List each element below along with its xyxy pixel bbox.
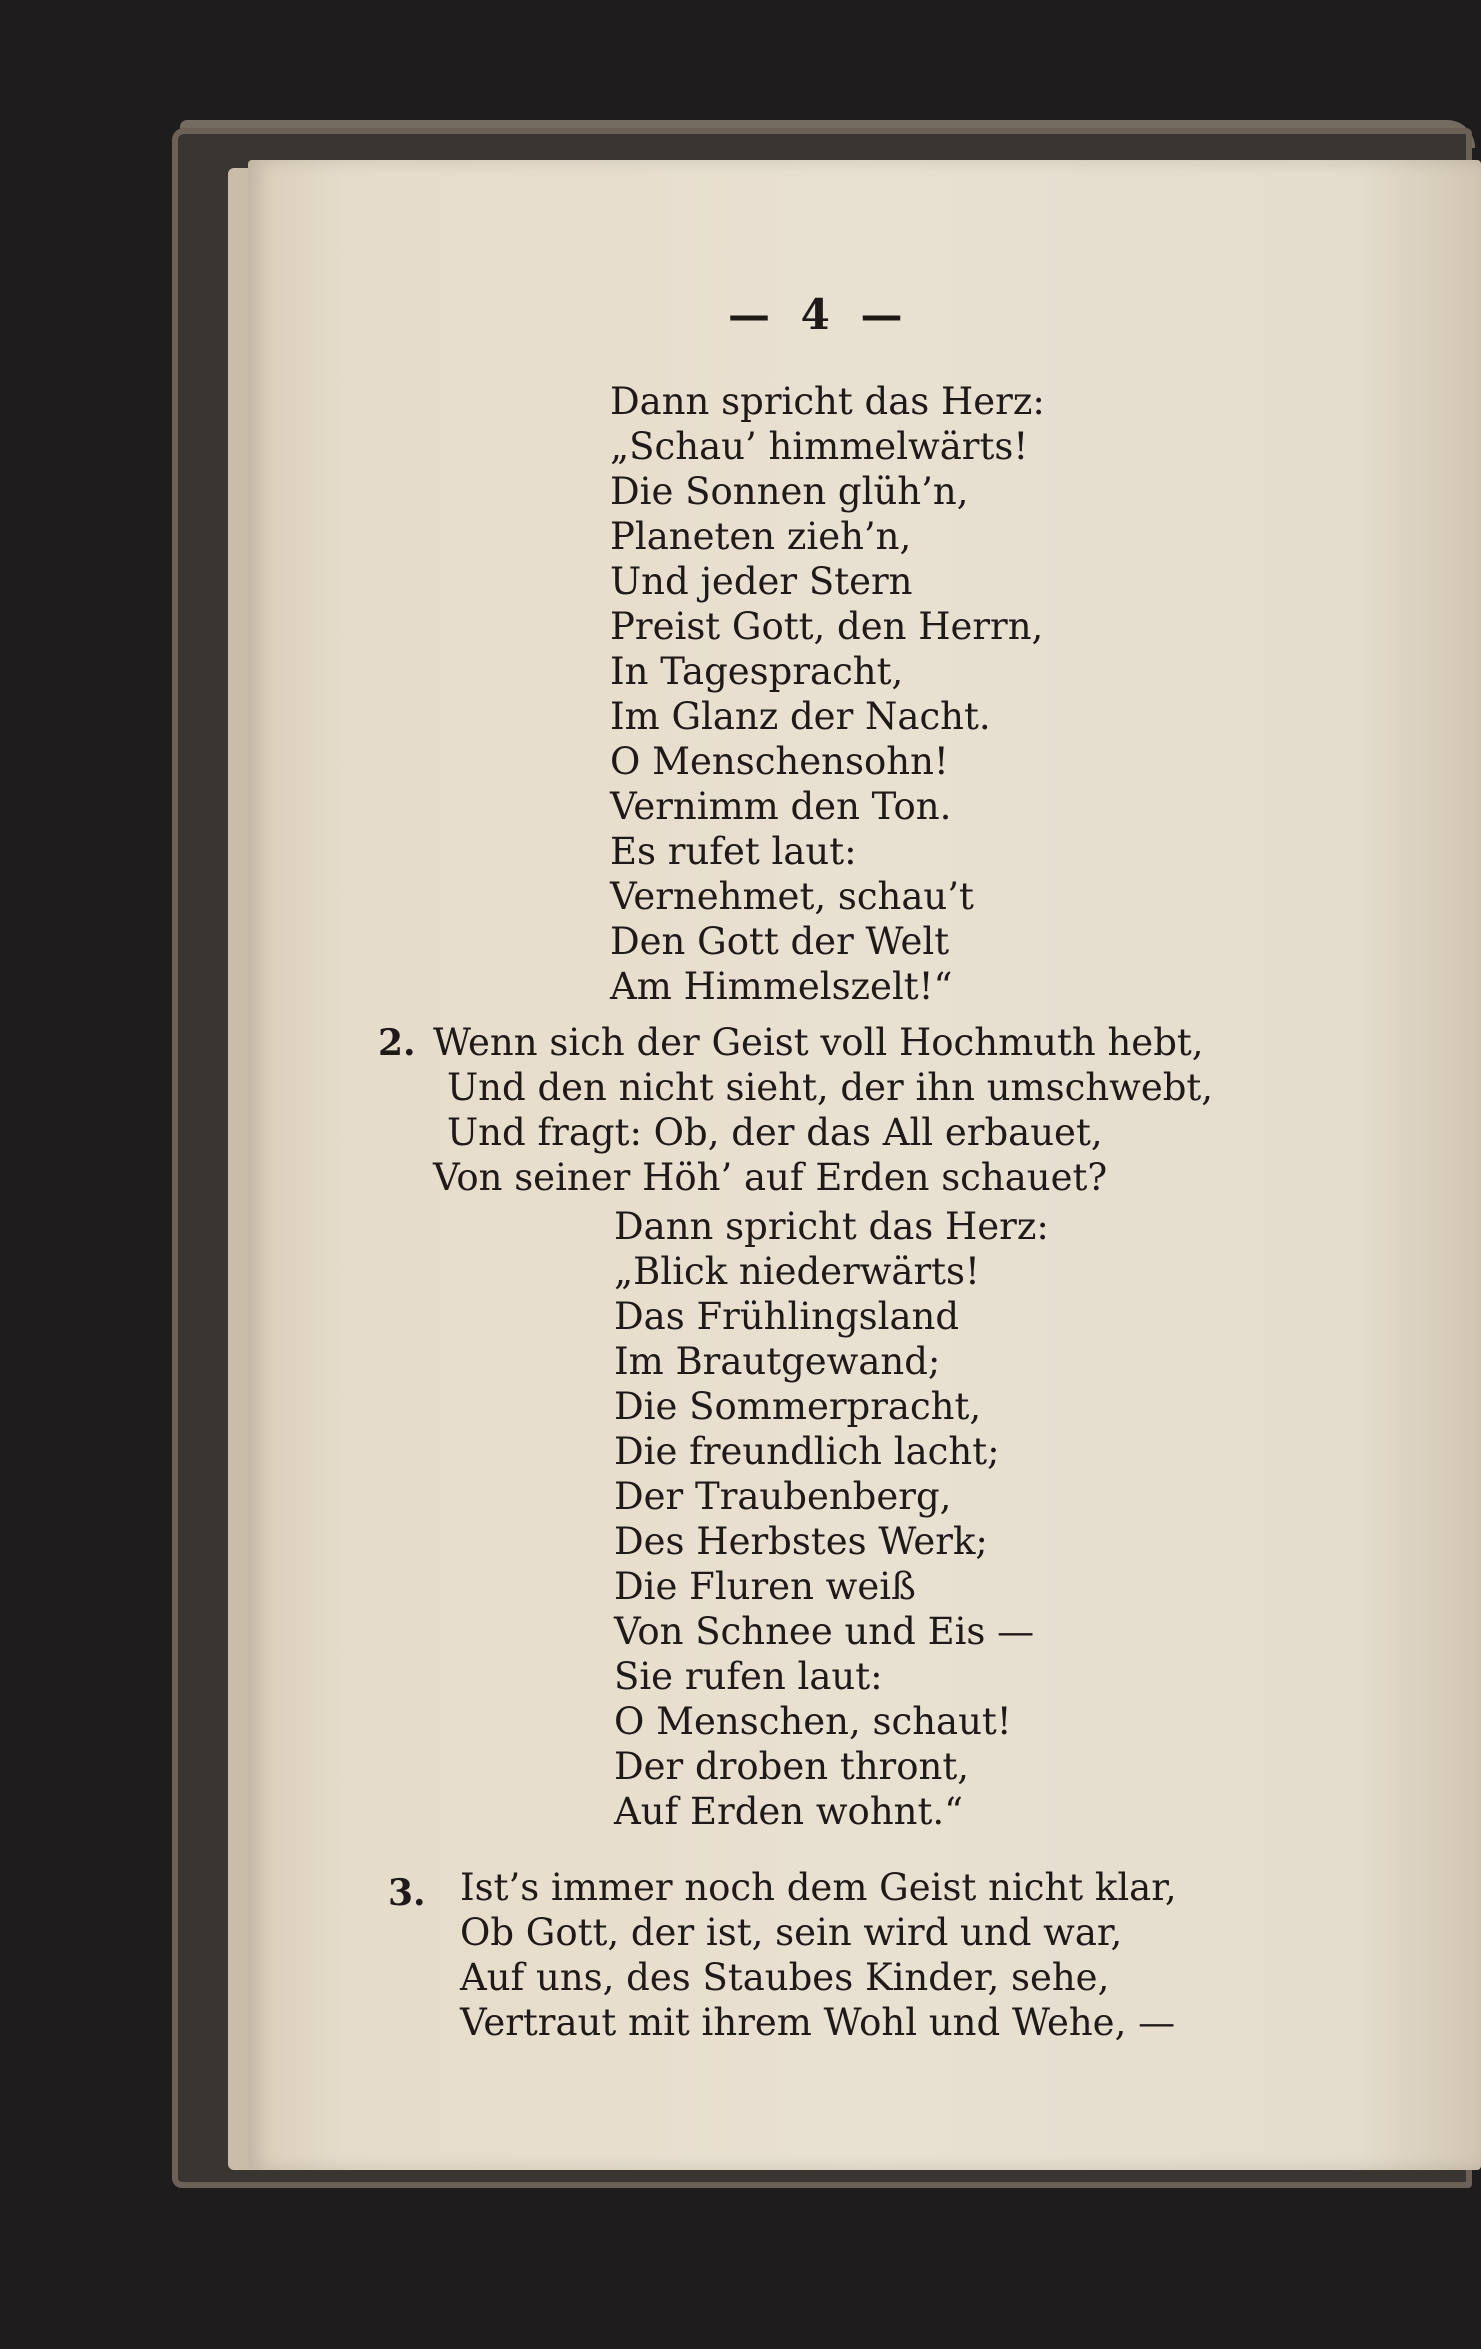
verse-line: Und fragt: Ob, der das All erbauet, (447, 1111, 1103, 1154)
verse-line: Von Schnee und Eis — (614, 1610, 1035, 1653)
verse-line: Die Sonnen glüh’n, (610, 470, 969, 513)
verse-line: Die Fluren weiß (614, 1565, 916, 1608)
verse-line: „Blick niederwärts! (614, 1250, 980, 1293)
verse-line: Am Himmelszelt!“ (610, 965, 953, 1008)
verse-line: O Menschensohn! (610, 740, 949, 783)
refrain-1 (610, 380, 1045, 1010)
stanza-2 (433, 1020, 1213, 1200)
verse-line: Auf Erden wohnt.“ (614, 1790, 964, 1833)
refrain-2 (614, 1205, 1049, 1835)
verse-line: Planeten zieh’n, (610, 515, 912, 558)
verse-line: Vertraut mit ihrem Wohl und Wehe, — (460, 2001, 1176, 2044)
verse-line: Vernimm den Ton. (610, 785, 952, 828)
page-number: — 4 — (728, 290, 911, 339)
verse-line: O Menschen, schaut! (614, 1700, 1012, 1743)
verse-line: Das Frühlingsland (614, 1295, 960, 1338)
verse-line: Im Glanz der Nacht. (610, 695, 991, 738)
verse-line: Es rufet laut: (610, 830, 857, 873)
verse-line: „Schau’ himmelwärts! (610, 425, 1029, 468)
verse-line: Von seiner Höh’ auf Erden schauet? (433, 1156, 1108, 1199)
verse-line: Preist Gott, den Herrn, (610, 605, 1044, 648)
verse-line: Auf uns, des Staubes Kinder, sehe, (460, 1956, 1110, 1999)
stanza-number: 3. (388, 1872, 426, 1914)
verse-line: Ob Gott, der ist, sein wird und war, (460, 1911, 1123, 1954)
verse-line: Den Gott der Welt (610, 920, 950, 963)
verse-line: Und den nicht sieht, der ihn umschwebt, (447, 1066, 1214, 1109)
verse-line: Im Brautgewand; (614, 1340, 941, 1383)
verse-line: Die freundlich lacht; (614, 1430, 1000, 1473)
verse-line: Der Traubenberg, (614, 1475, 952, 1518)
stanza-number: 2. (378, 1022, 416, 1064)
verse-line: Dann spricht das Herz: (614, 1205, 1049, 1248)
verse-line: Sie rufen laut: (614, 1655, 883, 1698)
verse-line: Des Herbstes Werk; (614, 1520, 988, 1563)
verse-line: In Tagespracht, (610, 650, 904, 693)
verse-line: Wenn sich der Geist voll Hochmuth hebt, (433, 1021, 1204, 1064)
verse-line: Und jeder Stern (610, 560, 913, 603)
verse-line: Der droben thront, (614, 1745, 969, 1788)
verse-line: Ist’s immer noch dem Geist nicht klar, (460, 1866, 1177, 1909)
stanza-3 (460, 1865, 1177, 2045)
verse-line: Die Sommerpracht, (614, 1385, 982, 1428)
verse-line: Vernehmet, schau’t (610, 875, 974, 918)
verse-line: Dann spricht das Herz: (610, 380, 1045, 423)
